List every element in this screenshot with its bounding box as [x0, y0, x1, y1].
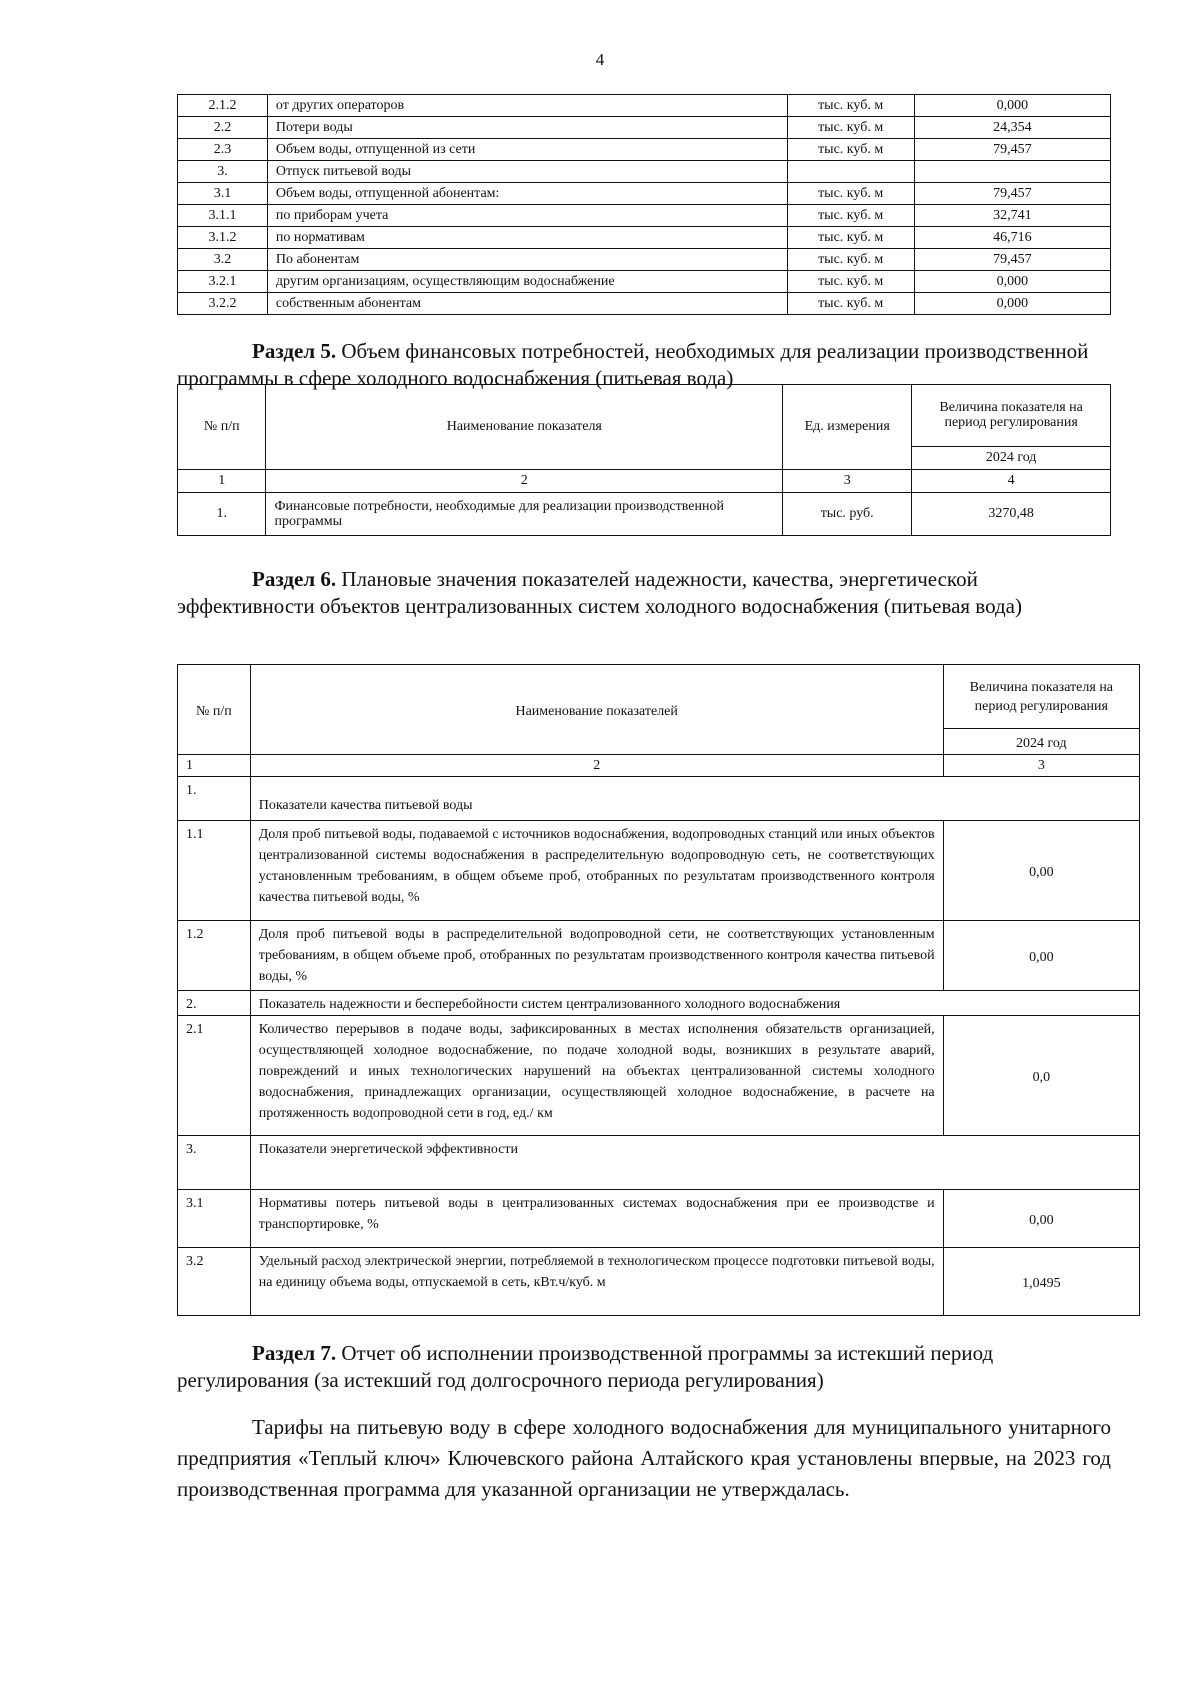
- table-row: [178, 271, 1111, 293]
- row-unit: тыс. куб. м: [787, 183, 914, 205]
- row-name: Объем воды, отпущенной абонентам:: [267, 183, 787, 205]
- row-name: Финансовые потребности, необходимые для реализации производственной программы: [266, 493, 783, 536]
- header-value: Величина показателя на период регулирования: [943, 665, 1139, 729]
- row-name: Доля проб питьевой воды в распределительной водопроводной сети, не соответствующих установленным требованиям, в общем объеме проб, отобранных по результатам производственного контроля качества питьевой воды, %: [250, 921, 943, 991]
- row-num: 2.1: [178, 1016, 251, 1136]
- row-value: 79,457: [914, 183, 1110, 205]
- row-name: Потери воды: [267, 117, 787, 139]
- table-row: [178, 921, 1140, 991]
- header-num: № п/п: [178, 665, 251, 755]
- row-unit: тыс. куб. м: [787, 205, 914, 227]
- row-unit: тыс. куб. м: [787, 271, 914, 293]
- table-row: [178, 205, 1111, 227]
- section6-label: Раздел 6.: [252, 567, 337, 591]
- col-number: 1: [178, 755, 251, 777]
- row-num: 3.1.1: [178, 205, 268, 227]
- row-name: другим организациям, осуществляющим водоснабжение: [267, 271, 787, 293]
- row-unit: тыс. куб. м: [787, 293, 914, 315]
- group-title: Показатель надежности и бесперебойности систем централизованного холодного водоснабжения: [250, 991, 1139, 1016]
- table-row: [178, 1190, 1140, 1248]
- table-row: [178, 1016, 1140, 1136]
- row-value: 24,354: [914, 117, 1110, 139]
- row-name: от других операторов: [267, 95, 787, 117]
- row-num: 2.2: [178, 117, 268, 139]
- table-row: [178, 1248, 1140, 1316]
- col-number: 2: [266, 470, 783, 493]
- table-row: [178, 139, 1111, 161]
- section7-heading: [177, 1340, 1111, 1394]
- row-unit: тыс. куб. м: [787, 249, 914, 271]
- row-name: Объем воды, отпущенной из сети: [267, 139, 787, 161]
- row-num: 1.: [178, 493, 266, 536]
- col-number: 2: [250, 755, 943, 777]
- table-row: [178, 227, 1111, 249]
- col-number: 3: [783, 470, 912, 493]
- row-unit: тыс. куб. м: [787, 117, 914, 139]
- table-row: [178, 249, 1111, 271]
- row-value: 0,000: [914, 95, 1110, 117]
- header-name: Наименование показателей: [250, 665, 943, 755]
- financial-needs-table: [177, 384, 1111, 536]
- row-name: Количество перерывов в подаче воды, зафиксированных в местах исполнения обязательств организацией, осуществляющей холодное водоснабжение, по подаче холодной воды, возникших в результате аварий, повреждений и иных технологических нарушений на объектах централизованной системы холодного водоснабжения, принадлежащих организации, осуществляющей холодное водоснабжение, в расчете на протяженность водопроводной сети в год, ед./ км: [250, 1016, 943, 1136]
- row-num: 3.2: [178, 249, 268, 271]
- row-unit: тыс. куб. м: [787, 227, 914, 249]
- row-num: 3.1: [178, 183, 268, 205]
- table-row: [178, 293, 1111, 315]
- group-row: [178, 1136, 1140, 1190]
- row-num: 3.1: [178, 1190, 251, 1248]
- col-number: 1: [178, 470, 266, 493]
- row-value: 79,457: [914, 139, 1110, 161]
- row-value: 79,457: [914, 249, 1110, 271]
- row-num: 3.2.1: [178, 271, 268, 293]
- header-value: Величина показателя на период регулирования: [912, 385, 1111, 447]
- header-name: Наименование показателя: [266, 385, 783, 470]
- header-year: 2024 год: [943, 729, 1139, 755]
- section5-title: Объем финансовых потребностей, необходимых для реализации производственной программы в сфере холодного водоснабжения (питьевая вода): [177, 339, 1089, 390]
- col-number: 3: [943, 755, 1139, 777]
- col-number: 4: [912, 470, 1111, 493]
- row-value: 32,741: [914, 205, 1110, 227]
- row-name: собственным абонентам: [267, 293, 787, 315]
- header-unit: Ед. измерения: [783, 385, 912, 470]
- row-name: по приборам учета: [267, 205, 787, 227]
- section7-title: Отчет об исполнении производственной программы за истекший период регулирования (за истекший год долгосрочного периода регулирования): [177, 1341, 994, 1392]
- row-value: 0,0: [943, 1016, 1139, 1136]
- water-balance-table: [177, 94, 1111, 315]
- row-value: [914, 161, 1110, 183]
- row-name: Доля проб питьевой воды, подаваемой с источников водоснабжения, водопроводных станций или иных объектов централизованной системы водоснабжения в распределительную водопроводную сеть, не соответствующих установленным требованиям, в общем объеме проб, отобранных по результатам производственного контроля качества питьевой воды, %: [250, 821, 943, 921]
- row-num: 1.: [178, 777, 251, 821]
- row-unit: тыс. куб. м: [787, 139, 914, 161]
- row-num: 1.1: [178, 821, 251, 921]
- section6-title: Плановые значения показателей надежности, качества, энергетической эффективности объектов централизованных систем холодного водоснабжения (питьевая вода): [177, 567, 1022, 618]
- row-value: 0,000: [914, 271, 1110, 293]
- table-row: [178, 821, 1140, 921]
- group-title: Показатели энергетической эффективности: [250, 1136, 1139, 1190]
- header-num: № п/п: [178, 385, 266, 470]
- row-num: 2.3: [178, 139, 268, 161]
- row-unit: [787, 161, 914, 183]
- row-value: 46,716: [914, 227, 1110, 249]
- row-value: 0,000: [914, 293, 1110, 315]
- section7-paragraph: Тарифы на питьевую воду в сфере холодного водоснабжения для муниципального унитарного предприятия «Теплый ключ» Ключевского района Алтайского края установлены впервые, на 2023 год производственная программа для указанной организации не утверждалась.: [177, 1415, 1111, 1501]
- row-value: 0,00: [943, 1190, 1139, 1248]
- row-num: 3.: [178, 1136, 251, 1190]
- row-value: 0,00: [943, 821, 1139, 921]
- row-name: По абонентам: [267, 249, 787, 271]
- row-value: 1,0495: [943, 1248, 1139, 1316]
- table-row: [178, 117, 1111, 139]
- table-row: [178, 95, 1111, 117]
- table-row: [178, 183, 1111, 205]
- row-name: Удельный расход электрической энергии, потребляемой в технологическом процессе подготовки питьевой воды, на единицу объема воды, отпускаемой в сеть, кВт.ч/куб. м: [250, 1248, 943, 1316]
- row-name: Отпуск питьевой воды: [267, 161, 787, 183]
- row-num: 3.2.2: [178, 293, 268, 315]
- row-num: 3.: [178, 161, 268, 183]
- row-value: 3270,48: [912, 493, 1111, 536]
- row-num: 2.1.2: [178, 95, 268, 117]
- row-num: 3.1.2: [178, 227, 268, 249]
- table-row: [178, 161, 1111, 183]
- row-name: по нормативам: [267, 227, 787, 249]
- reliability-indicators-table: [177, 664, 1140, 1316]
- page-number: 4: [595, 50, 605, 69]
- header-year: 2024 год: [912, 446, 1111, 469]
- row-unit: тыс. куб. м: [787, 95, 914, 117]
- group-row: [178, 777, 1140, 821]
- row-value: 0,00: [943, 921, 1139, 991]
- row-num: 1.2: [178, 921, 251, 991]
- row-unit: тыс. руб.: [783, 493, 912, 536]
- group-title: Показатели качества питьевой воды: [250, 777, 1139, 821]
- section6-heading: [177, 566, 1111, 620]
- section7-label: Раздел 7.: [252, 1341, 337, 1365]
- row-num: 3.2: [178, 1248, 251, 1316]
- row-num: 2.: [178, 991, 251, 1016]
- row-name: Нормативы потерь питьевой воды в централизованных системах водоснабжения при ее производстве и транспортировке, %: [250, 1190, 943, 1248]
- group-row: [178, 991, 1140, 1016]
- section5-label: Раздел 5.: [252, 339, 337, 363]
